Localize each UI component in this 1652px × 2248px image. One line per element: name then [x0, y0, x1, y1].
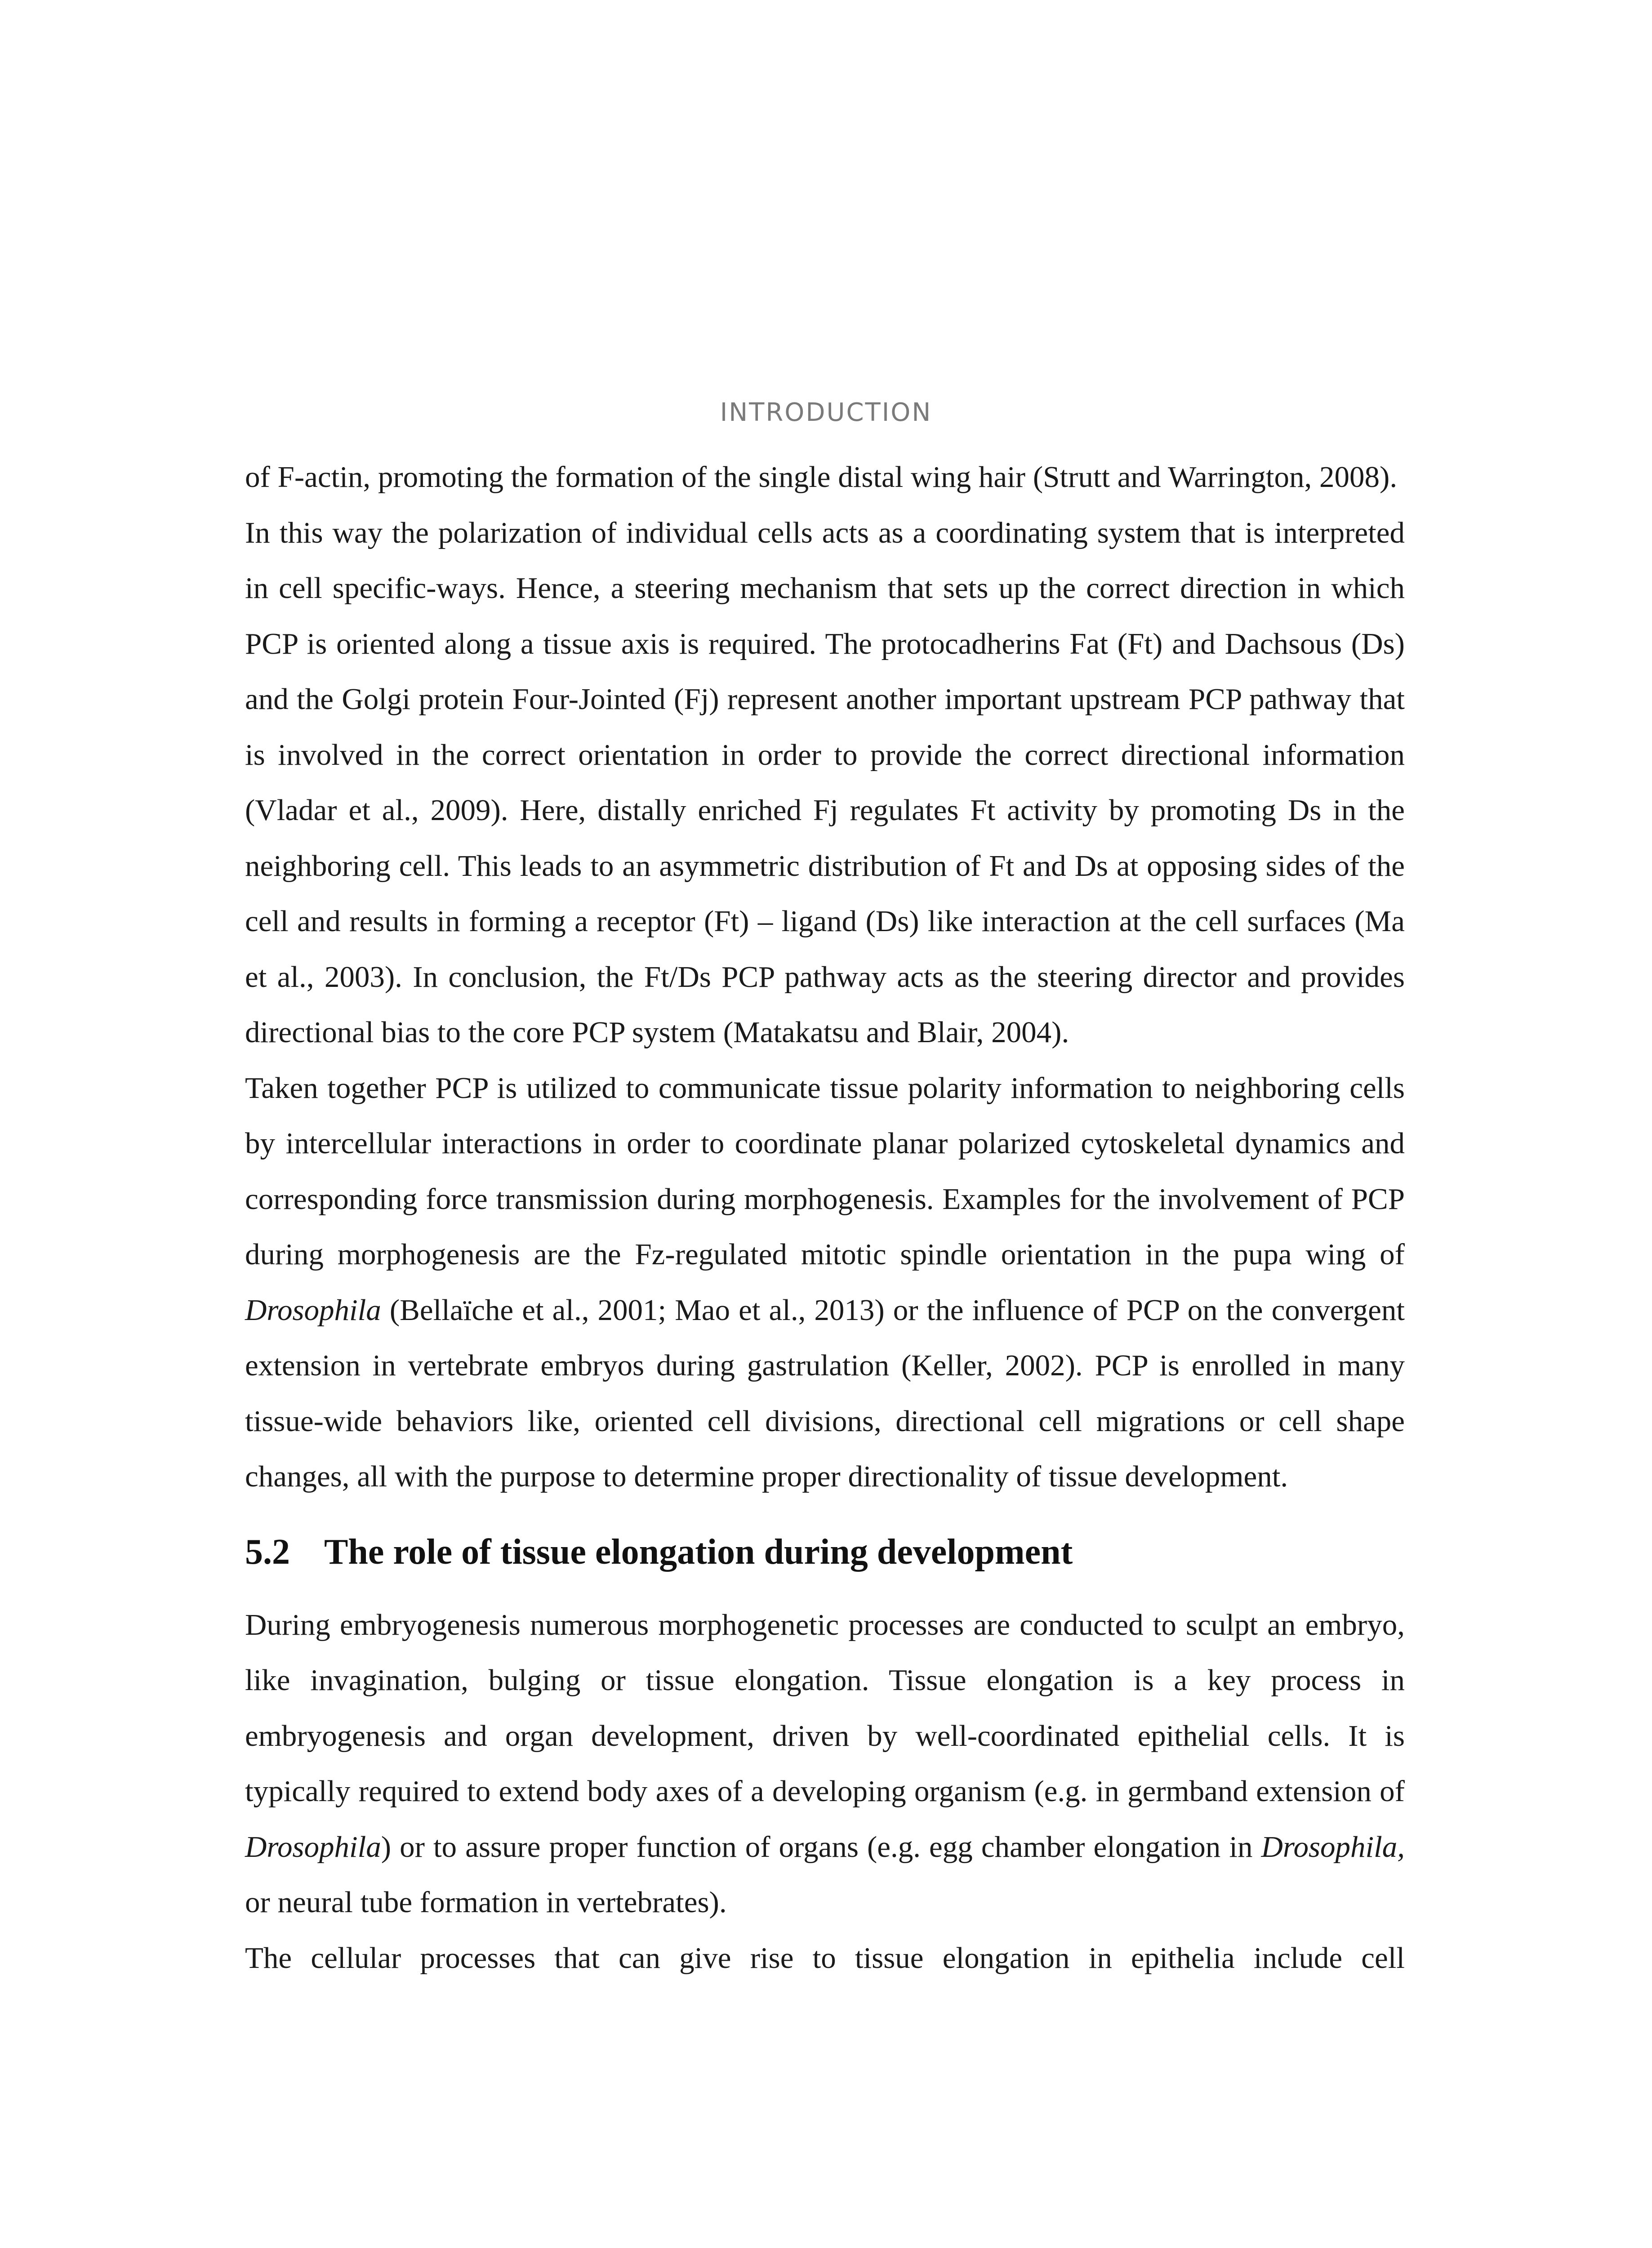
- italic-text-run: Drosophila,: [1261, 1830, 1405, 1864]
- paragraph: [245, 505, 1405, 1061]
- paragraph: [245, 1597, 1405, 1931]
- section-number: 5.2: [245, 1532, 290, 1572]
- italic-text-run: Drosophila: [245, 1293, 381, 1327]
- text-run: or neural tube formation in vertebrates).: [245, 1886, 727, 1919]
- text-run: In this way the polarization of individual cells acts as a coordinating system that is interpreted in cell specific-ways. Hence, a steering mechanism that sets up the correct direction in which PCP is oriented along a tissue axis is required. The protocadherins Fat (Ft) and Dachsous (Ds) and the Golgi protein Four-Jointed (Fj) represent another important upstream PCP pathway that is involved in the correct orientation in order to provide the correct directional information (Vladar et al., 2009). Here, distally enriched Fj regulates Ft activity by promoting Ds in the neighboring cell. This leads to an asymmetric distribution of Ft and Ds at opposing sides of the cell and results in forming a receptor (Ft) – ligand (Ds) like interaction at the cell surfaces (Ma et al., 2003). In conclusion, the Ft/Ds PCP pathway acts as the steering director and provides directional bias to the core PCP system (Matakatsu and Blair, 2004).: [245, 516, 1405, 1049]
- paragraph: [245, 1061, 1405, 1505]
- section-title: The role of tissue elongation during development: [324, 1532, 1073, 1572]
- text-run: During embryogenesis numerous morphogenetic processes are conducted to sculpt an embryo, like invagination, bulging or tissue elongation. Tissue elongation is a key process in embryogenesis and organ development, driven by well-coordinated epithelial cells. It is typically required to extend body axes of a developing organism (e.g. in germband extension of: [245, 1608, 1405, 1808]
- section-heading: [245, 1523, 1405, 1581]
- running-header: INTRODUCTION: [720, 398, 932, 427]
- text-run: Taken together PCP is utilized to communicate tissue polarity information to neighboring cells by intercellular interactions in order to coordinate planar polarized cytoskeletal dynamics and corresponding force transmission during morphogenesis. Examples for the involvement of PCP during morphogenesis are the Fz-regulated mitotic spindle orientation in the pupa wing of: [245, 1071, 1405, 1271]
- text-run: ) or to assure proper function of organs (e.g. egg chamber elongation in: [381, 1830, 1261, 1864]
- text-run: (Bellaïche et al., 2001; Mao et al., 2013) or the influence of PCP on the convergent extension in vertebrate embryos during gastrulation (Keller, 2002). PCP is enrolled in many tissue-wide behaviors like, oriented cell divisions, directional cell migrations or cell shape changes, all with the purpose to determine proper directionality of tissue development.: [245, 1293, 1405, 1493]
- paragraph: [245, 450, 1405, 505]
- text-run: The cellular processes that can give rise to tissue elongation in epithelia include cell: [245, 1941, 1405, 1975]
- body-text: [245, 450, 1405, 1986]
- paragraph: [245, 1931, 1405, 1986]
- text-run: of F-actin, promoting the formation of the single distal wing hair (Strutt and Warrington, 2008).: [245, 460, 1398, 494]
- italic-text-run: Drosophila: [245, 1830, 381, 1864]
